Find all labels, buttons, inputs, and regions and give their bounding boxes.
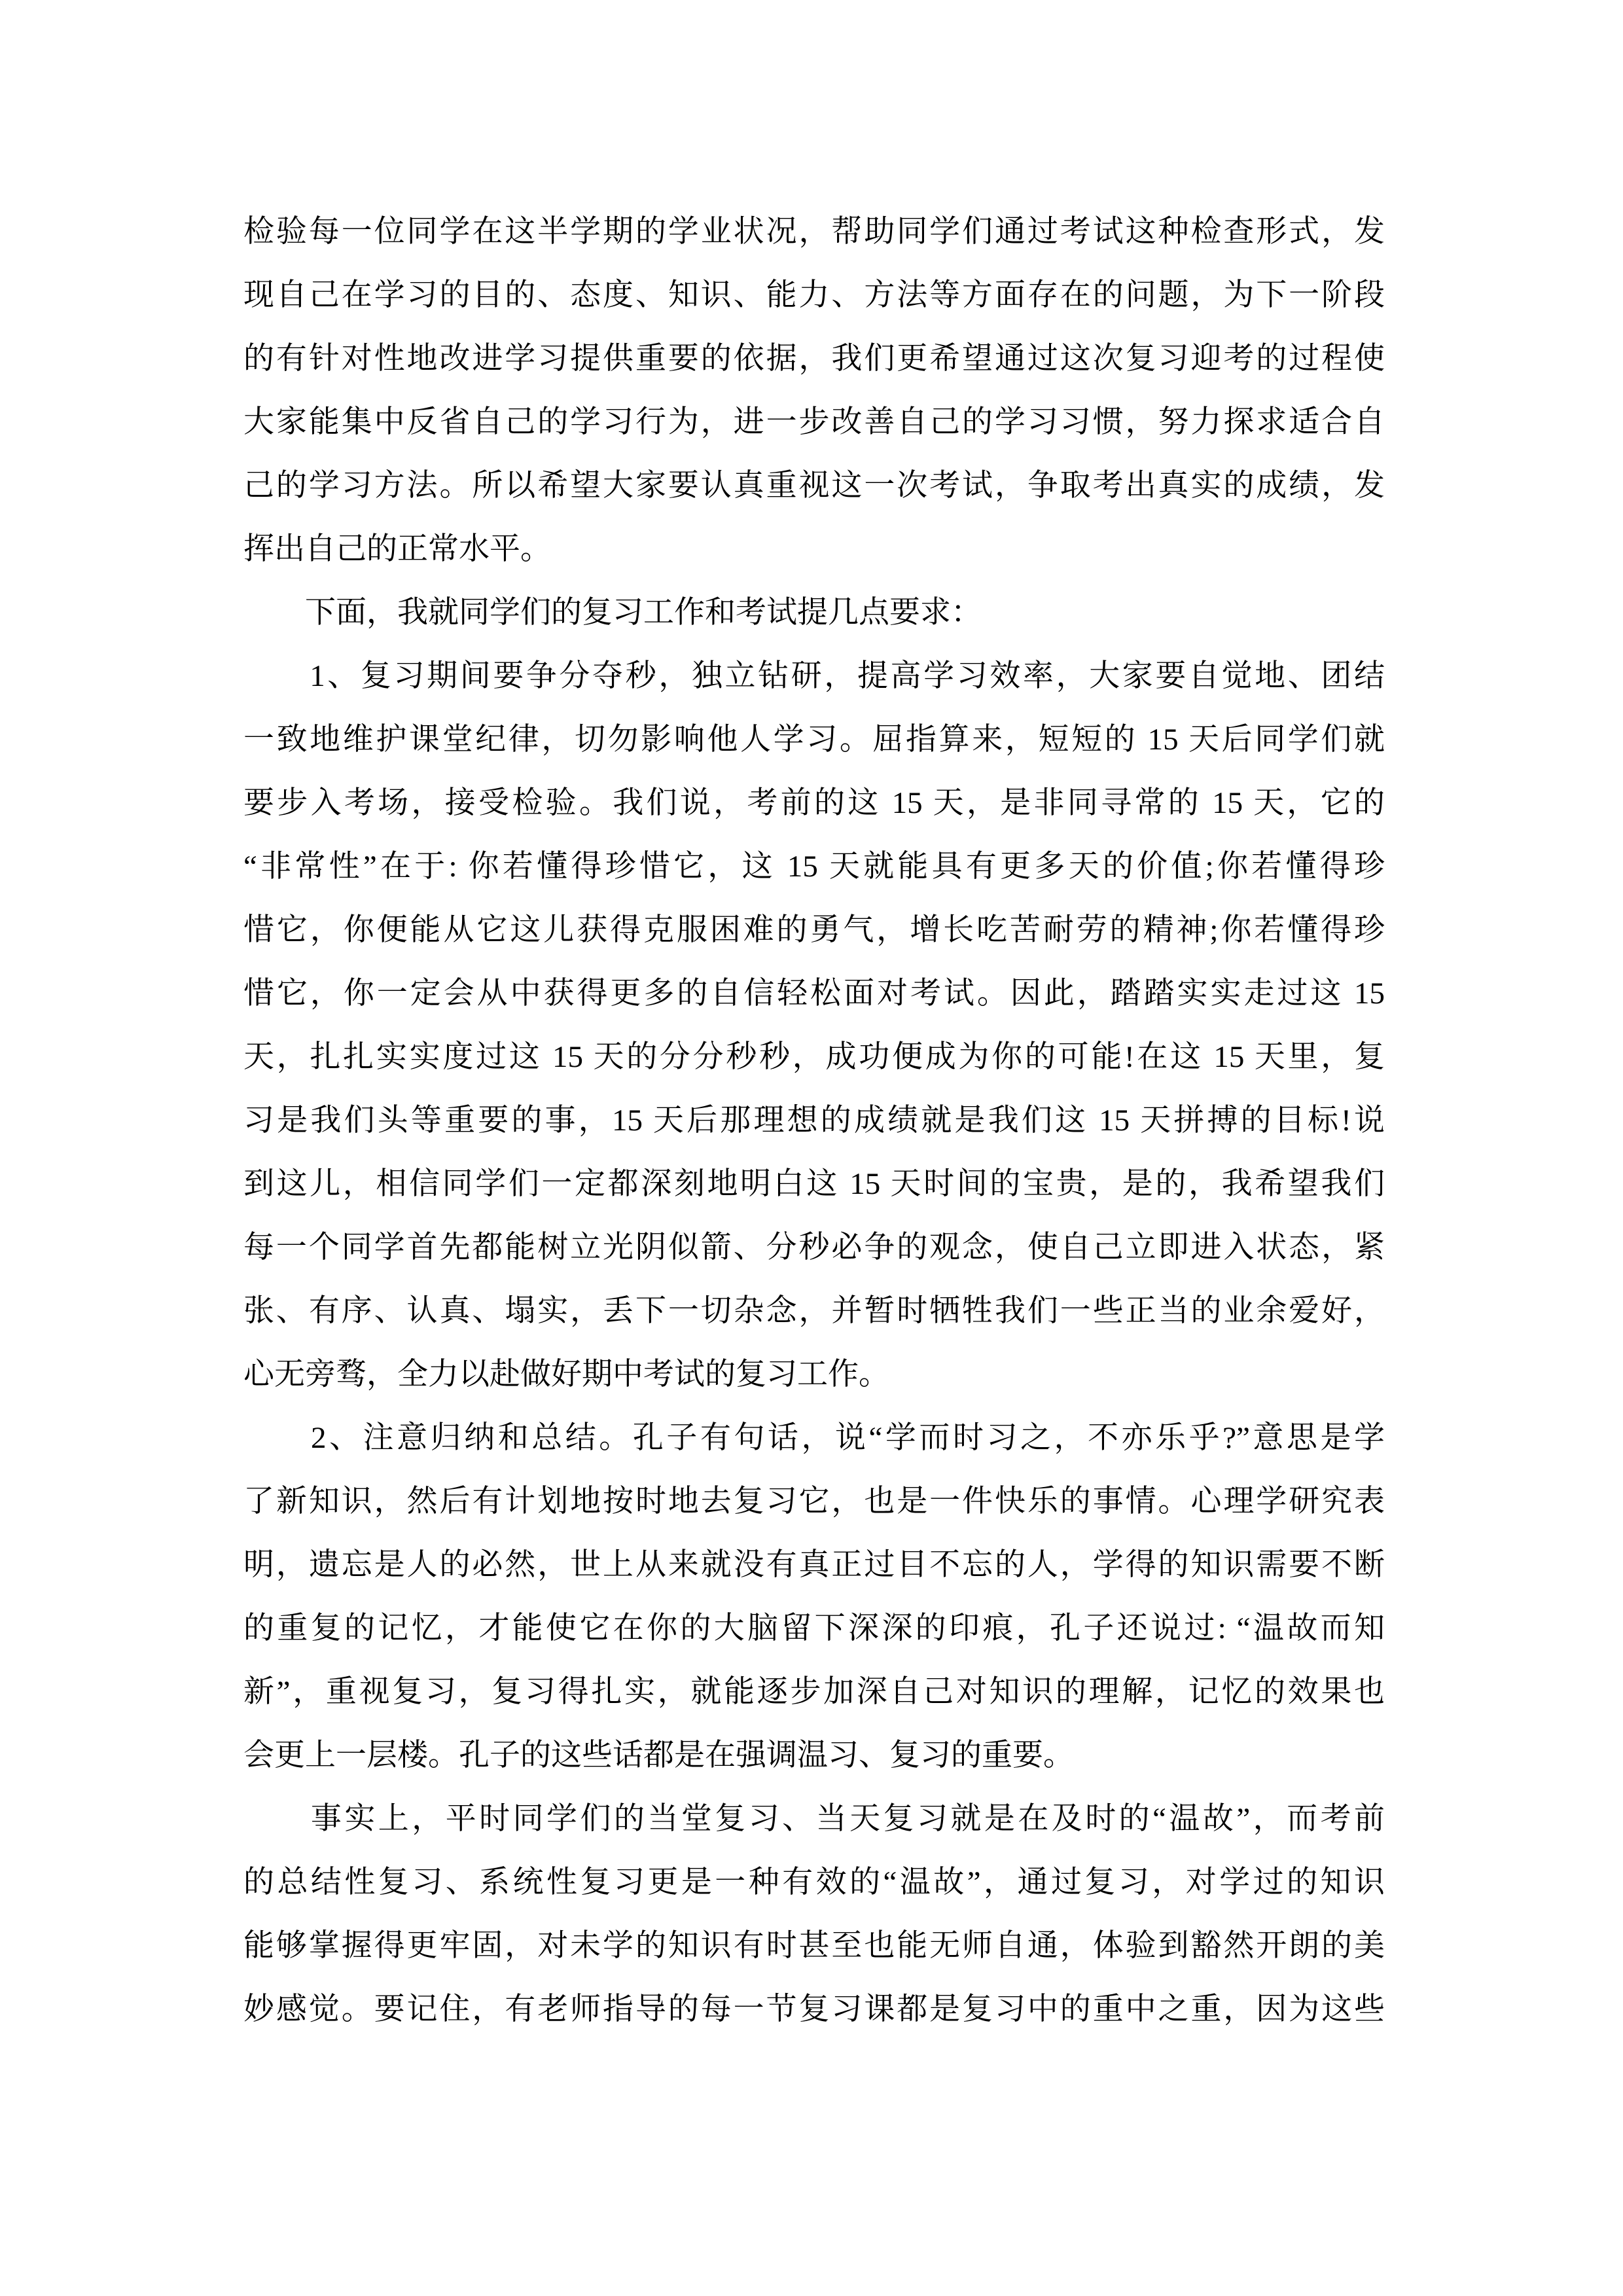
text-line: “非常性”在于: 你若懂得珍惜它，这 15 天就能具有更多天的价值;你若懂得珍 xyxy=(243,850,1385,884)
text-line: 现自己在学习的目的、态度、知识、能力、方法等方面存在的问题，为下一阶段 xyxy=(243,278,1385,312)
text-line: 新”，重视复习，复习得扎实，就能逐步加深自己对知识的理解，记忆的效果也 xyxy=(243,1675,1385,1709)
text-line: 一致地维护课堂纪律，切勿影响他人学习。屈指算来，短短的 15 天后同学们就 xyxy=(243,723,1385,757)
text-line: 大家能集中反省自己的学习行为，进一步改善自己的学习习惯，努力探求适合自 xyxy=(243,405,1385,439)
text-line: 1、复习期间要争分夺秒，独立钻研，提高学习效率，大家要自觉地、团结 xyxy=(243,659,1385,693)
text-line: 的有针对性地改进学习提供重要的依据，我们更希望通过这次复习迎考的过程使 xyxy=(243,342,1385,376)
text-line: 检验每一位同学在这半学期的学业状况，帮助同学们通过考试这种检查形式，发 xyxy=(243,215,1385,249)
text-line: 挥出自己的正常水平。 xyxy=(243,532,551,566)
paragraph xyxy=(243,645,1385,1407)
text-line: 到这儿，相信同学们一定都深刻地明白这 15 天时间的宝贵，是的，我希望我们 xyxy=(243,1167,1385,1201)
text-line: 明，遗忘是人的必然，世上从来就没有真正过目不忘的人，学得的知识需要不断 xyxy=(243,1548,1385,1582)
text-line: 的重复的记忆，才能使它在你的大脑留下深深的印痕，孔子还说过: “温故而知 xyxy=(243,1611,1385,1645)
paragraph xyxy=(243,200,1385,581)
text-line: 下面，我就同学们的复习工作和考试提几点要求： xyxy=(243,596,982,630)
text-line: 张、有序、认真、塌实，丢下一切杂念，并暂时牺牲我们一些正当的业余爱好， xyxy=(243,1294,1385,1328)
text-line: 能够掌握得更牢固，对未学的知识有时甚至也能无师自通，体验到豁然开朗的美 xyxy=(243,1929,1385,1963)
text-line: 妙感觉。要记住，有老师指导的每一节复习课都是复习中的重中之重，因为这些 xyxy=(243,1992,1385,2026)
text-line: 要步入考场，接受检验。我们说，考前的这 15 天，是非同寻常的 15 天，它的 xyxy=(243,786,1385,820)
text-line: 习是我们头等重要的事，15 天后那理想的成绩就是我们这 15 天拼搏的目标!说 xyxy=(243,1103,1385,1138)
paragraph xyxy=(243,1787,1385,2041)
text-line: 惜它，你一定会从中获得更多的自信轻松面对考试。因此，踏踏实实走过这 15 xyxy=(243,977,1385,1011)
text-line: 惜它，你便能从它这儿获得克服困难的勇气，增长吃苦耐劳的精神;你若懂得珍 xyxy=(243,913,1385,947)
text-line: 心无旁骛，全力以赴做好期中考试的复习工作。 xyxy=(243,1357,889,1391)
text-line: 了新知识，然后有计划地按时地去复习它，也是一件快乐的事情。心理学研究表 xyxy=(243,1484,1385,1518)
text-line: 每一个同学首先都能树立光阴似箭、分秒必争的观念，使自己立即进入状态，紧 xyxy=(243,1230,1385,1265)
text-line: 的总结性复习、系统性复习更是一种有效的“温故”，通过复习，对学过的知识 xyxy=(243,1865,1385,1899)
text-line: 天，扎扎实实度过这 15 天的分分秒秒，成功便成为你的可能!在这 15 天里，复 xyxy=(243,1040,1385,1074)
paragraph xyxy=(243,1407,1385,1787)
text-line: 己的学习方法。所以希望大家要认真重视这一次考试，争取考出真实的成绩，发 xyxy=(243,469,1385,503)
text-line: 会更上一层楼。孔子的这些话都是在强调温习、复习的重要。 xyxy=(243,1738,1074,1772)
paragraph xyxy=(243,581,1385,645)
text-line: 事实上，平时同学们的当堂复习、当天复习就是在及时的“温故”，而考前 xyxy=(243,1802,1385,1836)
text-line: 2、注意归纳和总结。孔子有句话，说“学而时习之，不亦乐乎?”意思是学 xyxy=(243,1421,1385,1455)
